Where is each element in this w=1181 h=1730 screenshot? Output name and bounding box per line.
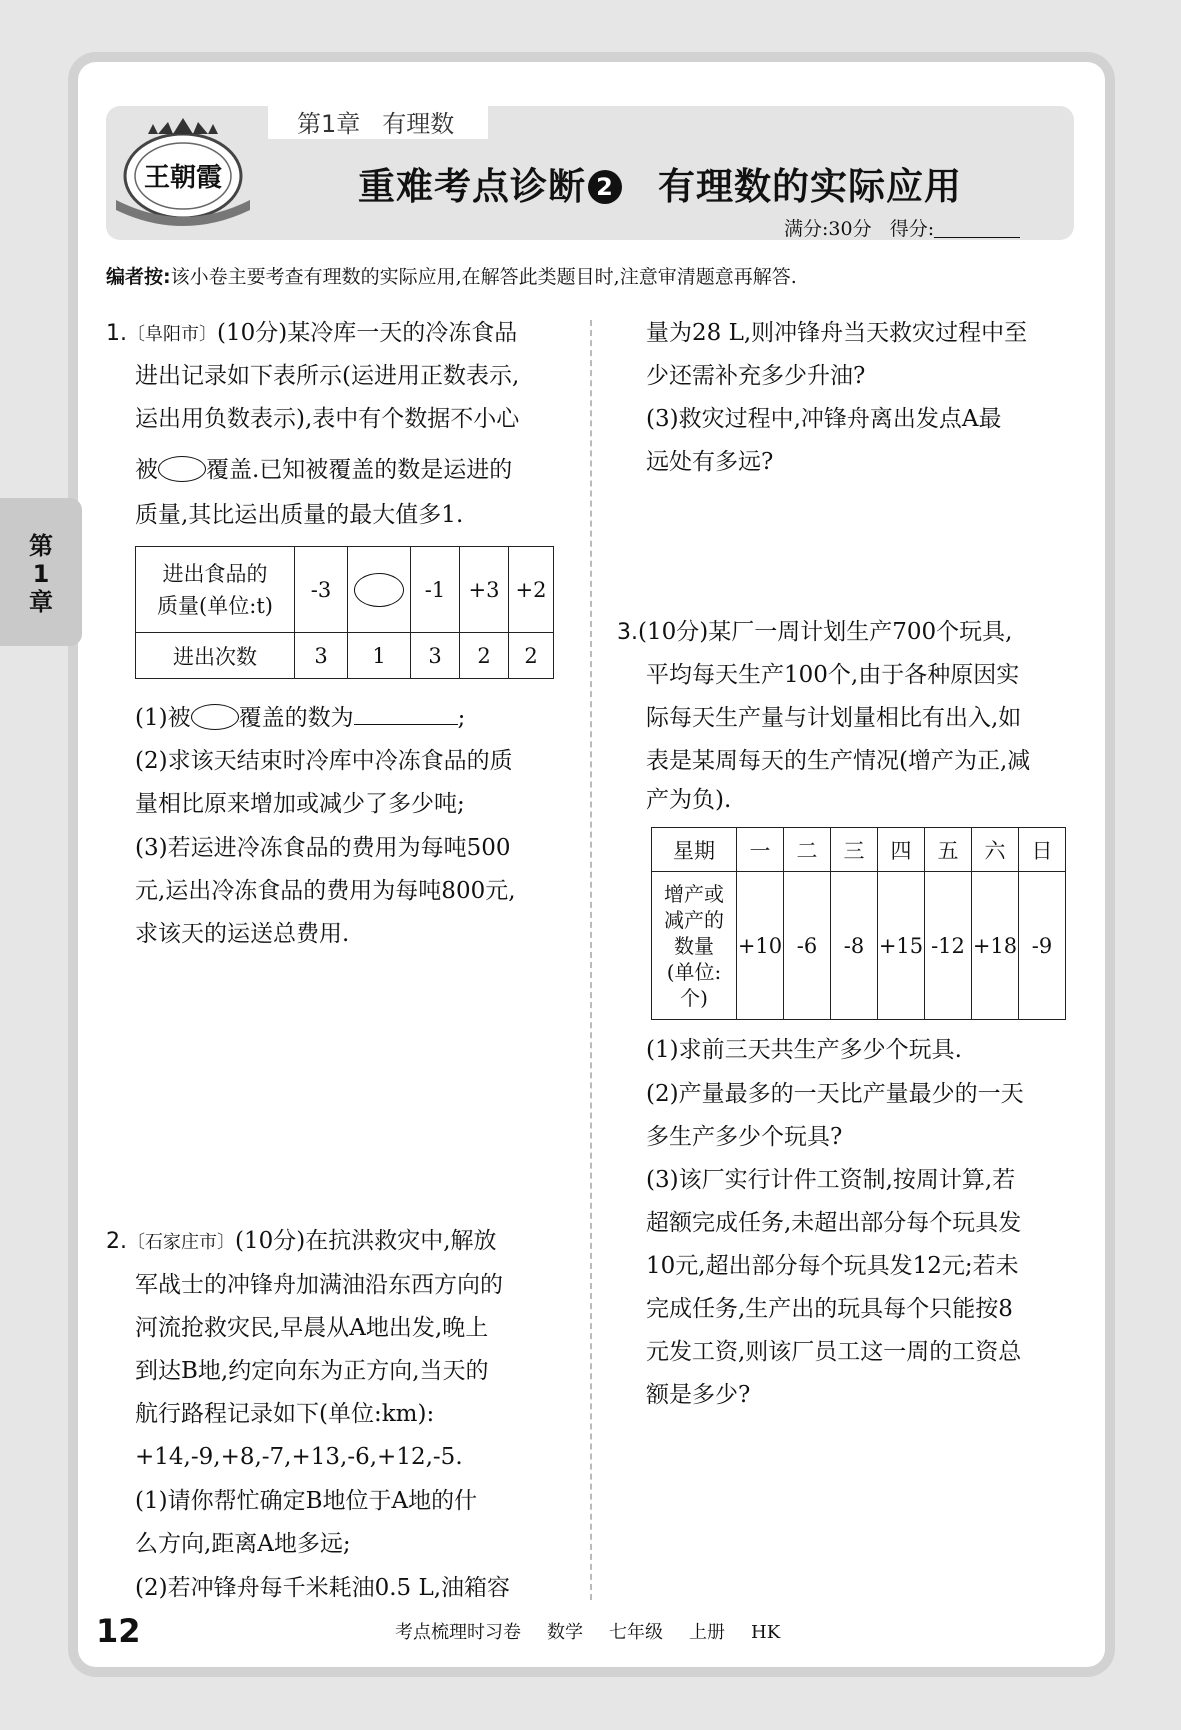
q3-sub: (1)求前三天共生产多少个玩具. <box>646 1037 962 1063</box>
q1-line <box>106 318 517 350</box>
table-cell: -8 <box>831 872 878 1020</box>
chapter-number: 第1章 <box>297 110 361 138</box>
page-title <box>358 156 962 210</box>
logo-seal-icon <box>108 114 258 230</box>
table-header-cell: 一 <box>737 828 784 872</box>
covered-number-oval <box>354 573 404 607</box>
chapter-label <box>297 104 454 139</box>
footer-text <box>395 1618 780 1644</box>
column-divider <box>590 320 592 1600</box>
table-header-cell: 二 <box>784 828 831 872</box>
q3-text: (10分)某厂一周计划生产700个玩具, <box>638 619 1013 645</box>
q1-line: 进出记录如下表所示(运进用正数表示, <box>135 363 520 389</box>
table-cell: -12 <box>925 872 972 1020</box>
score-line <box>784 214 1020 241</box>
row-label-line: 个) <box>680 985 708 1010</box>
q2-text: (10分)在抗洪救灾中,解放 <box>235 1228 497 1254</box>
q3-number: 3. <box>617 620 638 645</box>
q3-table <box>651 827 1066 1020</box>
q1-text: 被 <box>135 457 158 483</box>
title-left: 重难考点诊断 <box>358 165 586 208</box>
q1-line: 质量,其比运出质量的最大值多1. <box>135 502 464 528</box>
row-label-line: (单位: <box>666 959 722 984</box>
table-cell: +3 <box>460 547 509 633</box>
q3-sub: 10元,超出部分每个玩具发12元;若未 <box>646 1253 1019 1279</box>
note-label: 编者按: <box>106 266 171 288</box>
q2-tag: 〔石家庄市〕 <box>127 1232 235 1253</box>
svg-text:王朝霞: 王朝霞 <box>143 163 223 193</box>
q2-number: 2. <box>106 1229 127 1254</box>
editor-note <box>106 262 797 289</box>
title-number-badge: 2 <box>588 170 622 204</box>
q3-sub: 完成任务,生产出的玩具每个只能按8 <box>646 1296 1013 1322</box>
q2-line: (1)请你帮忙确定B地位于A地的什 <box>135 1488 478 1514</box>
q3-sub: (2)产量最多的一天比产量最少的一天 <box>646 1081 1024 1107</box>
table-cell: -1 <box>411 547 460 633</box>
table-cell: +18 <box>972 872 1019 1020</box>
page-number: 12 <box>96 1612 141 1650</box>
score-blank[interactable] <box>934 219 1020 238</box>
answer-blank[interactable] <box>354 702 458 725</box>
footer-part: 数学 <box>547 1622 583 1643</box>
q3-line: 际每天生产量与计划量相比有出入,如 <box>646 705 1022 731</box>
table-header-cell: 进出次数 <box>136 633 295 679</box>
table-cell: -9 <box>1019 872 1066 1020</box>
q1-sub1-text: ; <box>457 705 466 731</box>
q1-sub2: 量相比原来增加或减少了多少吨; <box>135 791 465 817</box>
q1-sub1-text: (1)被 <box>135 705 191 731</box>
q1-sub2: (2)求该天结束时冷库中冷冻食品的质 <box>135 748 513 774</box>
side-tab-line: 第 <box>29 532 53 560</box>
q2-line: (3)救灾过程中,冲锋舟离出发点A最 <box>646 406 1002 432</box>
q1-line: 运出用负数表示),表中有个数据不小心 <box>135 406 520 432</box>
table-header-cell <box>652 872 737 1020</box>
q2-line: (2)若冲锋舟每千米耗油0.5 L,油箱容 <box>135 1575 511 1601</box>
q1-sub3: 元,运出冷冻食品的费用为每吨800元, <box>135 878 516 904</box>
title-right: 有理数的实际应用 <box>658 165 962 208</box>
q1-text: (10分)某冷库一天的冷冻食品 <box>217 320 518 346</box>
table-header-text: 质量(单位:t) <box>157 593 273 618</box>
q1-table <box>135 546 554 679</box>
table-cell: 3 <box>411 633 460 679</box>
row-label-line: 增产或 <box>664 881 724 906</box>
q3-line <box>617 617 1012 648</box>
q1-number: 1. <box>106 321 127 346</box>
q3-sub: 额是多少? <box>646 1382 751 1408</box>
q3-line: 产为负). <box>646 787 732 813</box>
footer-part: 考点梳理时习卷 <box>395 1622 521 1643</box>
q3-line: 表是某周每天的生产情况(增产为正,减 <box>646 748 1031 774</box>
table-row <box>136 547 554 633</box>
table-header-cell: 星期 <box>652 828 737 872</box>
q1-line <box>135 455 512 485</box>
table-cell: 1 <box>348 633 411 679</box>
q1-sub3: (3)若运进冷冻食品的费用为每吨500 <box>135 835 511 861</box>
q2-line: 少还需补充多少升油? <box>646 363 866 389</box>
footer-part: 上册 <box>689 1622 725 1643</box>
table-header-cell: 五 <box>925 828 972 872</box>
footer-part: HK <box>751 1622 781 1643</box>
row-label-line: 减产的 <box>664 907 724 932</box>
q1-sub3: 求该天的运送总费用. <box>135 921 350 947</box>
note-text: 该小卷主要考查有理数的实际应用,在解答此类题目时,注意审清题意再解答. <box>170 266 797 288</box>
side-tab-line: 章 <box>29 588 53 616</box>
q3-sub: 多生产多少个玩具? <box>646 1124 843 1150</box>
table-cell: 2 <box>509 633 554 679</box>
covered-number-oval <box>191 704 239 730</box>
q1-sub1-text: 覆盖的数为 <box>238 705 354 731</box>
table-header-cell: 四 <box>878 828 925 872</box>
q2-line <box>106 1226 497 1258</box>
covered-number-oval <box>158 456 206 482</box>
chapter-side-tab <box>0 498 82 646</box>
table-header-cell <box>136 547 295 633</box>
q2-line: 河流抢救灾民,早晨从A地出发,晚上 <box>135 1315 489 1341</box>
table-cell: +15 <box>878 872 925 1020</box>
full-score: 满分:30分 <box>784 218 872 240</box>
table-row <box>652 872 1066 1020</box>
table-header-text: 进出食品的 <box>162 561 268 586</box>
q2-line: 量为28 L,则冲锋舟当天救灾过程中至 <box>646 320 1028 346</box>
score-label: 得分: <box>889 218 935 240</box>
table-header-cell: 日 <box>1019 828 1066 872</box>
q3-line: 平均每天生产100个,由于各种原因实 <box>646 662 1020 688</box>
q1-sub1 <box>135 702 465 733</box>
q3-sub: (3)该厂实行计件工资制,按周计算,若 <box>646 1167 1016 1193</box>
table-header-cell: 三 <box>831 828 878 872</box>
q2-line: +14,-9,+8,-7,+13,-6,+12,-5. <box>135 1444 463 1470</box>
table-row <box>652 828 1066 872</box>
table-cell: +2 <box>509 547 554 633</box>
q2-line: 么方向,距离A地多远; <box>135 1531 351 1557</box>
footer-part: 七年级 <box>609 1622 663 1643</box>
table-cell: +10 <box>737 872 784 1020</box>
q2-line: 航行路程记录如下(单位:km): <box>135 1401 435 1427</box>
q2-line: 到达B地,约定向东为正方向,当天的 <box>135 1358 489 1384</box>
q3-sub: 元发工资,则该厂员工这一周的工资总 <box>646 1339 1022 1365</box>
q1-text: 覆盖.已知被覆盖的数是运进的 <box>206 457 513 483</box>
q3-sub: 超额完成任务,未超出部分每个玩具发 <box>646 1210 1022 1236</box>
q2-line: 远处有多远? <box>646 449 774 475</box>
q1-tag: 〔阜阳市〕 <box>127 324 217 345</box>
table-cell: -6 <box>784 872 831 1020</box>
q2-line: 军战士的冲锋舟加满油沿东西方向的 <box>135 1272 503 1298</box>
table-cell: -3 <box>295 547 348 633</box>
side-tab-line: 1 <box>32 560 50 588</box>
row-label-line: 数量 <box>674 933 714 958</box>
covered-cell <box>348 547 411 633</box>
table-header-cell: 六 <box>972 828 1019 872</box>
table-cell: 2 <box>460 633 509 679</box>
chapter-name: 有理数 <box>382 110 455 138</box>
table-row <box>136 633 554 679</box>
table-cell: 3 <box>295 633 348 679</box>
